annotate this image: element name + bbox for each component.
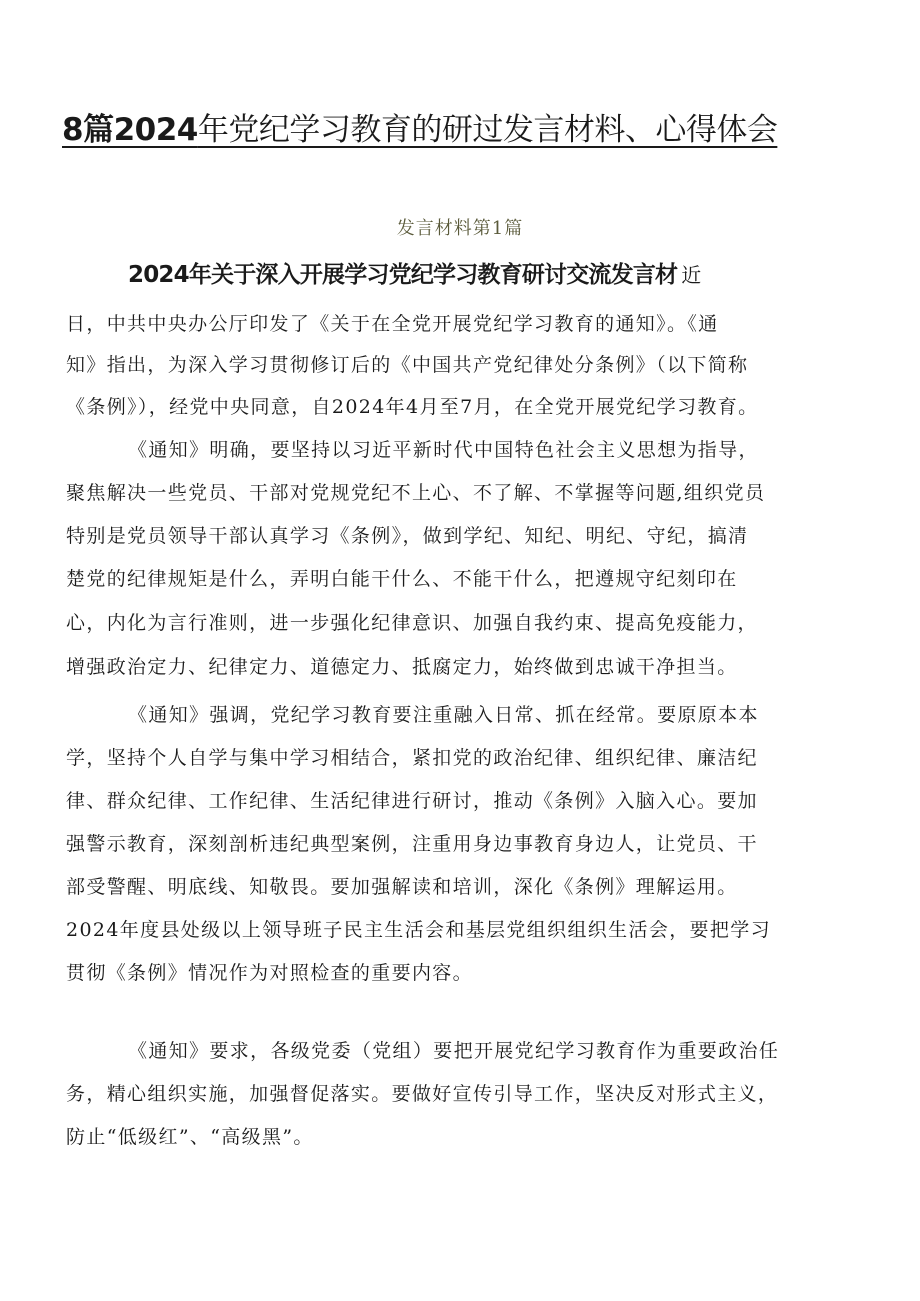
document-title <box>62 108 862 152</box>
paragraph-3-line: 强警示教育，深刻剖析违纪典型案例，注重用身边事教育身边人，让党员、干 <box>66 833 758 855</box>
paragraph-3-line: 贯彻《条例》情况作为对照检查的重要内容。 <box>66 962 474 984</box>
paragraph-4-line: 防止“低级红”、“高级黑”。 <box>66 1126 314 1148</box>
paragraph-2-line: 增强政治定力、纪律定力、道德定力、抵腐定力，始终做到忠诚干净担当。 <box>66 656 738 678</box>
paragraph-4-line: 《通知》要求，各级党委（党组）要把开展党纪学习教育作为重要政治任 <box>128 1040 780 1062</box>
paragraph-2-line: 楚党的纪律规矩是什么，弄明白能干什么、不能干什么，把遵规守纪刻印在 <box>66 568 738 590</box>
paragraph-1-line: 知》指出，为深入学习贯彻修订后的《中国共产党纪律处分条例》（以下简称 <box>66 354 749 376</box>
paragraph-3-line: 学，坚持个人自学与集中学习相结合，紧扣党的政治纪律、组织纪律、廉洁纪 <box>66 747 758 769</box>
document-title-text: 年党纪学习教育的研过发言材料、心得体会 <box>197 112 778 148</box>
article-subtitle <box>128 257 701 293</box>
paragraph-3-line: 2024年度县处级以上领导班子民主生活会和基层党组织组织生活会，要把学习 <box>66 919 771 941</box>
paragraph-2-line: 特别是党员领导干部认真学习《条例》，做到学纪、知纪、明纪、守纪，搞清 <box>66 525 749 547</box>
document-title-number: 8篇2024 <box>62 112 198 148</box>
paragraph-1-line: 日，中共中央办公厅印发了《关于在全党开展党纪学习教育的通知》。《通 <box>66 313 719 335</box>
section-label: 发言材料第1篇 <box>396 218 524 239</box>
paragraph-2-line: 聚焦解决一些党员、干部对党规党纪不上心、不了解、不掌握等问题,组织党员 <box>66 482 766 504</box>
paragraph-4-line: 务，精心组织实施，加强督促落实。要做好宣传引导工作，坚决反对形式主义， <box>66 1083 779 1105</box>
paragraph-2-line: 《通知》明确，要坚持以习近平新时代中国特色社会主义思想为指导， <box>128 439 759 461</box>
article-subtitle-text: 2024年关于深入开展学习党纪学习教育研讨交流发言材 <box>128 262 678 288</box>
paragraph-3-line: 部受警醒、明底线、知敬畏。要加强解读和培训，深化《条例》理解运用。 <box>66 876 738 898</box>
paragraph-3-line: 律、群众纪律、工作纪律、生活纪律进行研讨，推动《条例》入脑入心。要加 <box>66 790 758 812</box>
paragraph-3-line: 《通知》强调，党纪学习教育要注重融入日常、抓在经常。要原原本本 <box>128 704 759 726</box>
paragraph-1-line: 《条例》），经党中央同意，自2024年4月至7月，在全党开展党纪学习教育。 <box>66 396 759 418</box>
article-subtitle-tail: 近 <box>681 263 702 287</box>
paragraph-2-line: 心，内化为言行准则，进一步强化纪律意识、加强自我约束、提高免疫能力， <box>66 612 758 634</box>
